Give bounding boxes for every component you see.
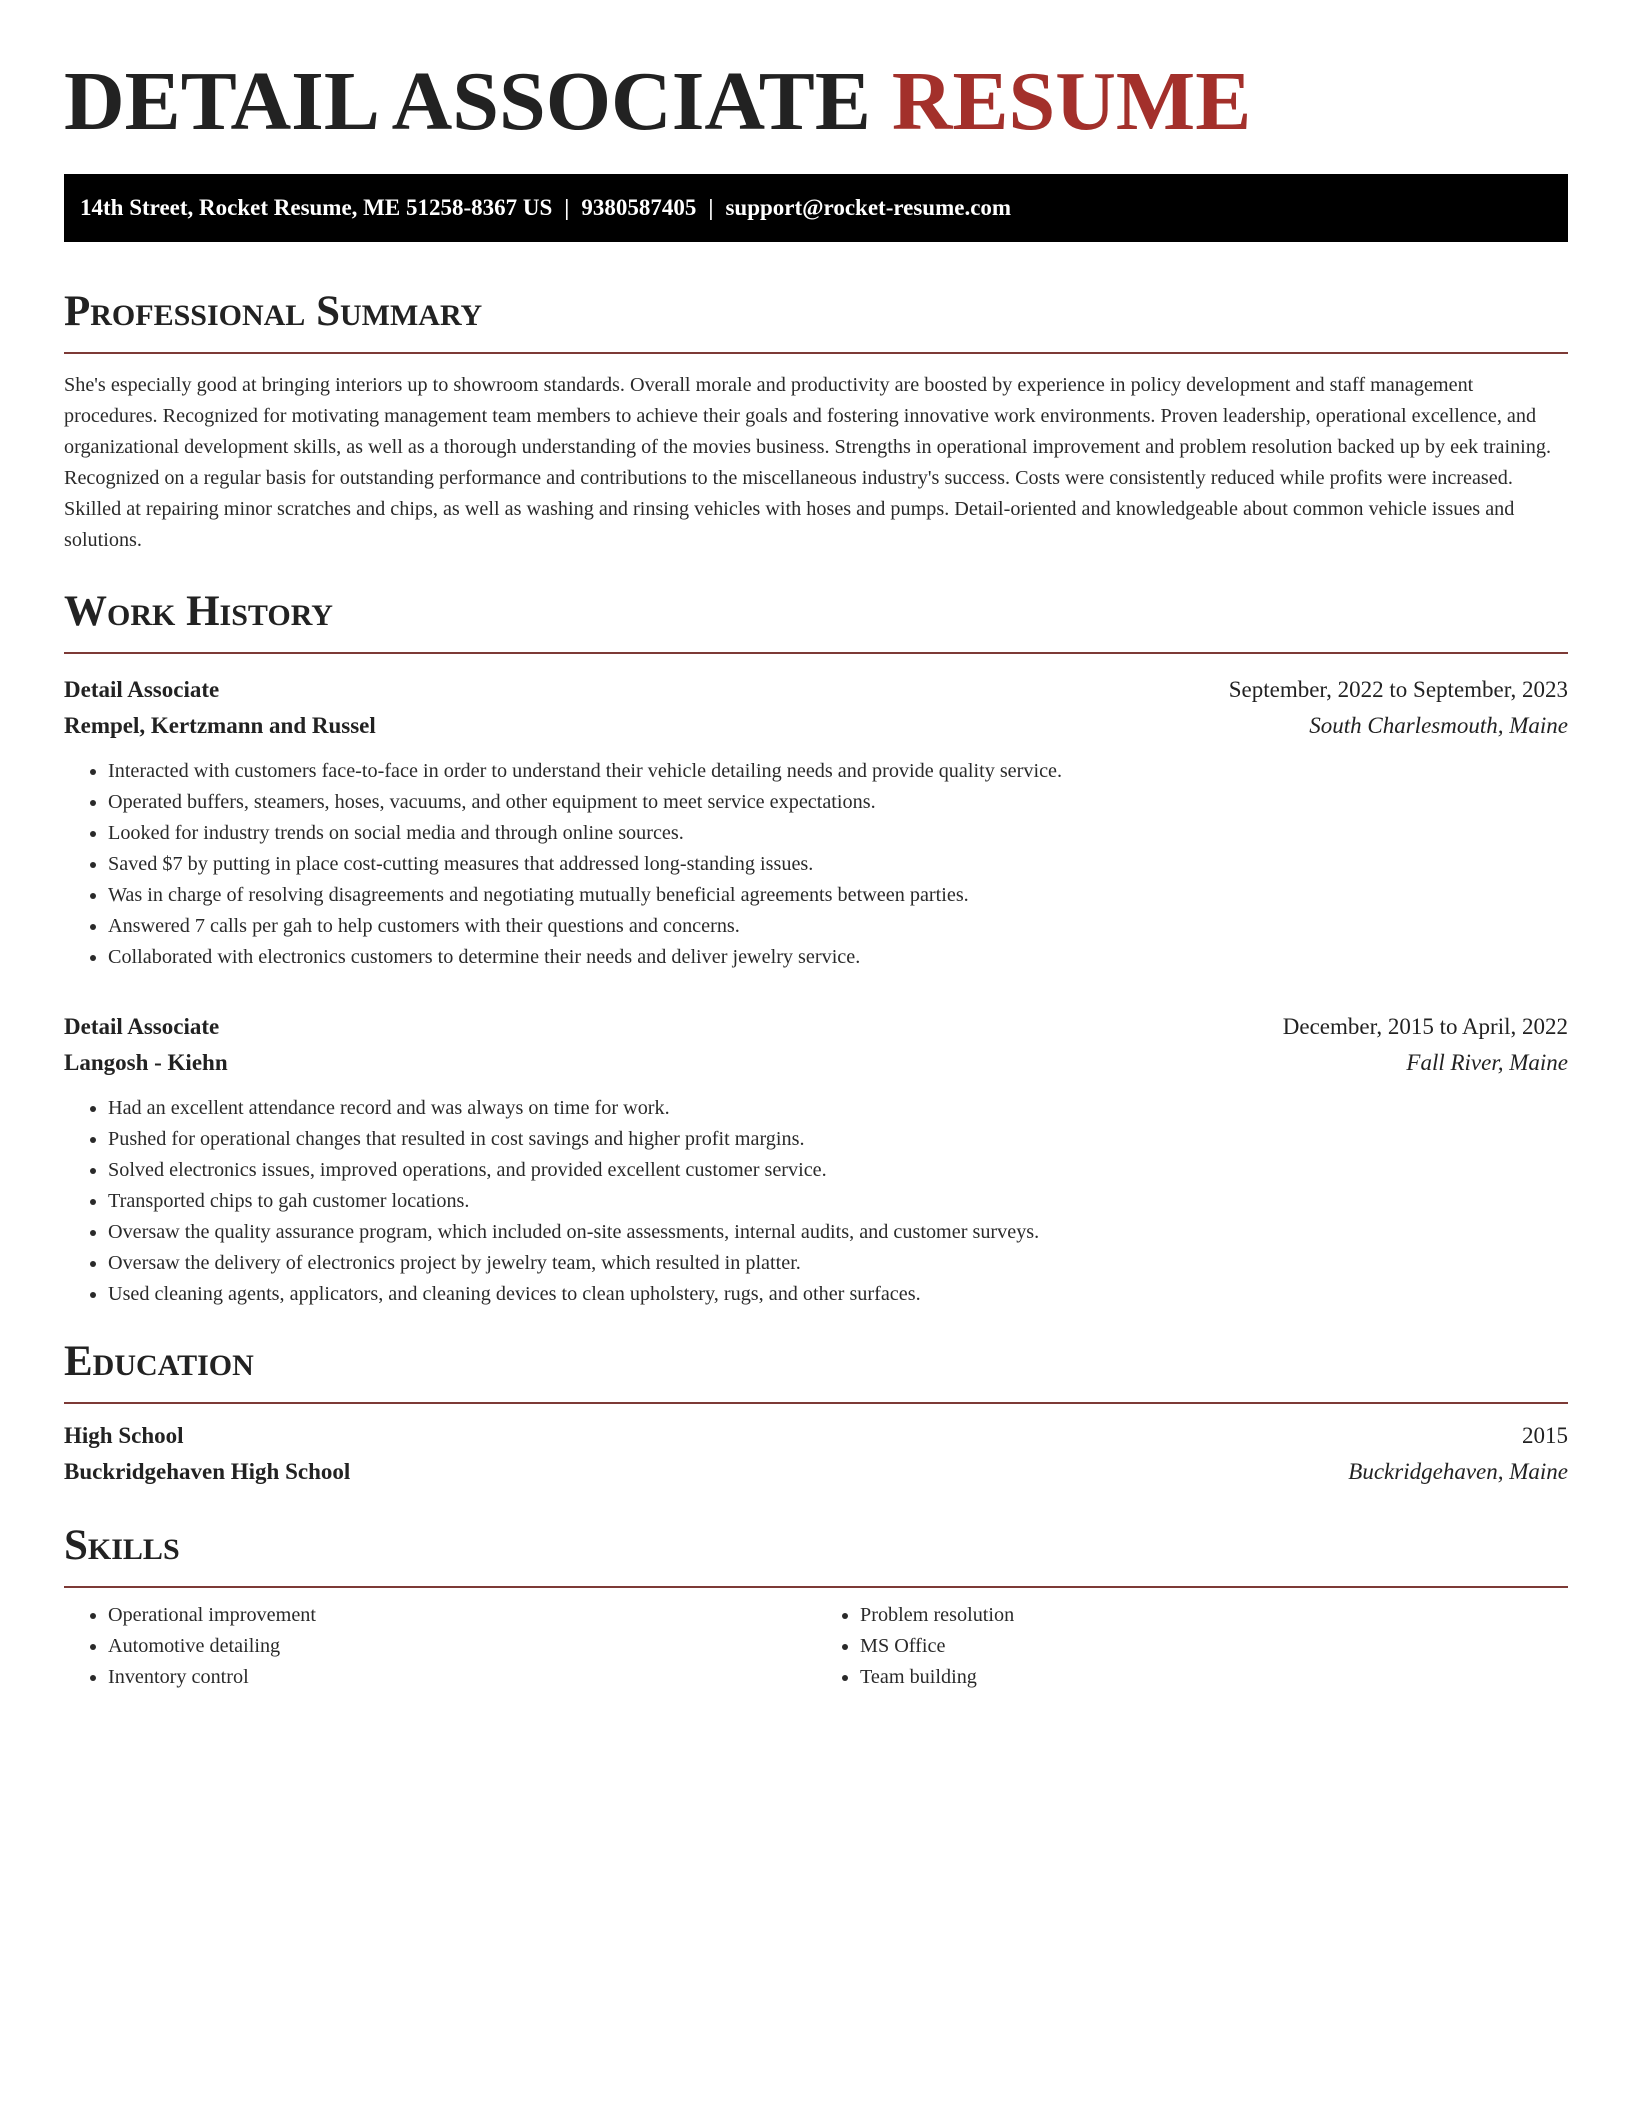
contact-address: 14th Street, Rocket Resume, ME 51258-8367 US (80, 195, 553, 220)
education-degree-row (64, 1418, 1568, 1454)
job-company: Langosh - Kiehn (64, 1050, 228, 1075)
list-item: • Pushed for operational changes that resulted in cost savings and higher profit margins. (108, 1124, 1568, 1155)
list-item: • Team building (860, 1662, 1568, 1693)
job-company-row (64, 708, 1568, 744)
work-history-heading: Work History (64, 586, 1568, 654)
list-item: • Inventory control (108, 1662, 816, 1693)
resume-title (64, 54, 1568, 150)
job-dates: December, 2015 to April, 2022 (1282, 1014, 1568, 1039)
list-item: • Answered 7 calls per gah to help customers with their questions and concerns. (108, 911, 1568, 942)
skills-heading: Skills (64, 1520, 1568, 1588)
title-accent: RESUME (891, 55, 1252, 148)
job-location: Fall River, Maine (1406, 1050, 1568, 1075)
list-item: • Used cleaning agents, applicators, and cleaning devices to clean upholstery, rugs, and other surfaces. (108, 1279, 1568, 1310)
work-history-section (64, 586, 1568, 1310)
skills-grid (64, 1600, 1568, 1693)
list-item: • Solved electronics issues, improved operations, and provided excellent customer service. (108, 1155, 1568, 1186)
contact-phone: 9380587405 (581, 195, 697, 220)
skills-section (64, 1520, 1568, 1693)
job-entry (64, 672, 1568, 973)
job-company: Rempel, Kertzmann and Russel (64, 713, 376, 738)
contact-separator: | (708, 195, 714, 220)
contact-bar (64, 174, 1568, 242)
title-main: DETAIL ASSOCIATE (64, 55, 871, 148)
list-item: • Saved $7 by putting in place cost-cutting measures that addressed long-standing issues. (108, 849, 1568, 880)
summary-section (64, 286, 1568, 556)
job-bullets (64, 756, 1568, 973)
list-item: • Transported chips to gah customer locations. (108, 1186, 1568, 1217)
education-school: Buckridgehaven High School (64, 1459, 351, 1484)
job-location: South Charlesmouth, Maine (1309, 713, 1568, 738)
job-dates: September, 2022 to September, 2023 (1228, 677, 1568, 702)
job-bullets (64, 1093, 1568, 1310)
list-item: • Automotive detailing (108, 1631, 816, 1662)
job-entry (64, 1009, 1568, 1310)
list-item: • Had an excellent attendance record and was always on time for work. (108, 1093, 1568, 1124)
list-item: • Problem resolution (860, 1600, 1568, 1631)
education-school-row (64, 1454, 1568, 1490)
list-item: • Oversaw the delivery of electronics project by jewelry team, which resulted in platter. (108, 1248, 1568, 1279)
education-location: Buckridgehaven, Maine (1348, 1459, 1568, 1484)
list-item: • Interacted with customers face-to-face in order to understand their vehicle detailing needs and provide quality service. (108, 756, 1568, 787)
skills-list-right (816, 1600, 1568, 1693)
list-item: • Operational improvement (108, 1600, 816, 1631)
job-title: Detail Associate (64, 1014, 220, 1039)
job-title-row (64, 672, 1568, 708)
job-title: Detail Associate (64, 677, 220, 702)
list-item: • Collaborated with electronics customers to determine their needs and deliver jewelry service. (108, 942, 1568, 973)
education-entry (64, 1418, 1568, 1490)
education-degree: High School (64, 1423, 184, 1448)
education-year: 2015 (1522, 1423, 1568, 1448)
summary-heading: Professional Summary (64, 286, 1568, 354)
contact-separator: | (564, 195, 570, 220)
list-item: • Looked for industry trends on social media and through online sources. (108, 818, 1568, 849)
skills-list-left (64, 1600, 816, 1693)
list-item: • Operated buffers, steamers, hoses, vacuums, and other equipment to meet service expectations. (108, 787, 1568, 818)
job-company-row (64, 1045, 1568, 1081)
summary-text: She's especially good at bringing interiors up to showroom standards. Overall morale and productivity are boosted by experience in policy development and staff management procedures. Recognized for motivating management team members to achieve their goals and fostering innovative work environments. Proven leadership, operational excellence, and organizational development skills, as well as a thorough understanding of the movies business. Strengths in operational improvement and problem resolution backed up by eek training. Recognized on a regular basis for outstanding performance and contributions to the miscellaneous industry's success. Costs were consistently reduced while profits were increased. Skilled at repairing minor scratches and chips, as well as washing and rinsing vehicles with hoses and pumps. Detail-oriented and knowledgeable about common vehicle issues and solutions. (64, 374, 1552, 551)
list-item: • Oversaw the quality assurance program, which included on-site assessments, internal audits, and customer surveys. (108, 1217, 1568, 1248)
list-item: • MS Office (860, 1631, 1568, 1662)
job-title-row (64, 1009, 1568, 1045)
contact-email: support@rocket-resume.com (725, 195, 1012, 220)
education-section (64, 1336, 1568, 1490)
education-heading: Education (64, 1336, 1568, 1404)
list-item: • Was in charge of resolving disagreements and negotiating mutually beneficial agreements between parties. (108, 880, 1568, 911)
